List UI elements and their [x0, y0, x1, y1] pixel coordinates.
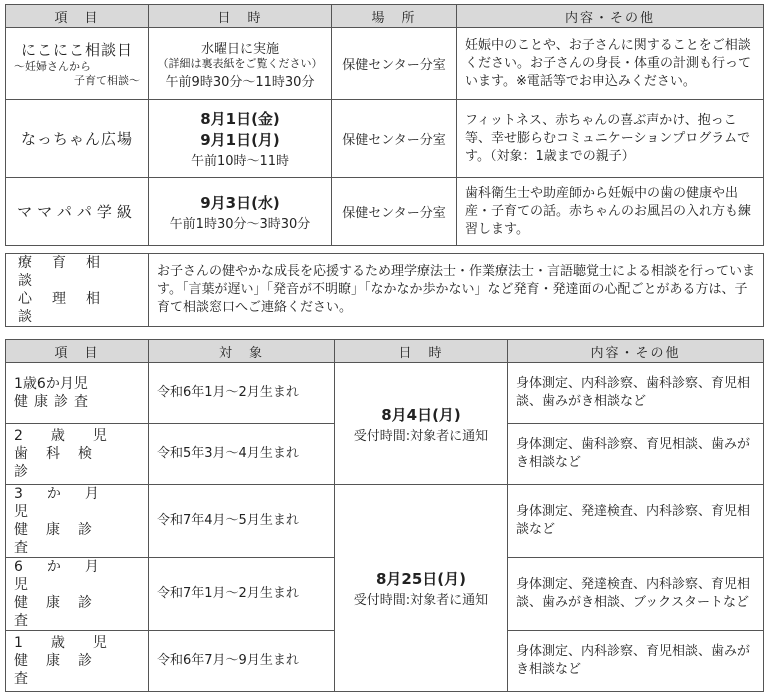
- place-cell: 保健センター分室: [332, 178, 457, 246]
- target-cell: 令和6年7月～9月生まれ: [149, 631, 335, 692]
- item-title: 健康診査: [14, 595, 110, 629]
- item-subtitle: ～妊婦さんから: [14, 60, 91, 73]
- item-subtitle: 子育て相談～: [74, 74, 140, 87]
- header-item: 項 目: [6, 340, 149, 363]
- header-target: 対 象: [149, 340, 335, 363]
- item-title: 歯科検診: [14, 446, 110, 480]
- item-title: 心理相談: [18, 291, 120, 325]
- date-note: （詳細は裏表紙をご覧ください）: [157, 56, 323, 70]
- item-title: 3か月児: [14, 486, 123, 520]
- date-text: 8月25日(月): [375, 570, 467, 588]
- header-datetime: 日 時: [149, 5, 332, 28]
- header-content: 内容・その他: [508, 340, 764, 363]
- item-cell: [6, 485, 149, 558]
- item-cell: [6, 178, 149, 246]
- date-text: 水曜日に実施: [200, 41, 279, 57]
- header-item: 項 目: [6, 5, 149, 28]
- health-checkup-table: [5, 339, 764, 692]
- content-cell: 妊娠中のことや、お子さんに関することをご相談ください。お子さんの身長・体重の計測も行っています。※電話等でお申込みください。: [457, 28, 764, 100]
- time-text: 午前1時30分～3時30分: [169, 216, 311, 232]
- datetime-cell: [149, 28, 332, 100]
- header-content: 内容・その他: [457, 5, 764, 28]
- datetime-cell: [149, 100, 332, 178]
- date-text: 8月1日(金): [200, 110, 280, 128]
- development-consultation-table: [5, 253, 764, 327]
- item-title: 療育相談: [18, 255, 120, 289]
- reception-note: 受付時間:対象者に通知: [353, 428, 489, 444]
- table-row: [6, 28, 764, 100]
- item-cell: [6, 254, 149, 327]
- time-text: 午前10時～11時: [190, 154, 290, 169]
- place-cell: 保健センター分室: [332, 28, 457, 100]
- content-cell: お子さんの健やかな成長を応援するため理学療法士・作業療法士・言語聴覚士による相談を行っています。「言葉が遅い」「発音が不明瞭」「なかなか歩かない」など発育・発達面の心配ごとがある方は、子育て相談窓口へご連絡ください。: [149, 254, 764, 327]
- date-text: 8月4日(月): [381, 405, 461, 424]
- item-cell: [6, 631, 149, 692]
- table-row: [6, 485, 764, 558]
- item-title: 健康診査: [14, 522, 110, 556]
- datetime-cell: [149, 178, 332, 246]
- date-text: 9月1日(月): [200, 131, 280, 149]
- table-header-row: [6, 340, 764, 363]
- content-cell: 歯科衛生士や助産師から妊娠中の歯の健康や出産・子育ての話。赤ちゃんのお風呂の入れ方も練習します。: [457, 178, 764, 246]
- item-cell: [6, 424, 149, 485]
- target-cell: 令和5年3月～4月生まれ: [149, 424, 335, 485]
- item-title: ママパパ学級: [17, 203, 137, 221]
- item-title: 健康診査: [14, 394, 94, 410]
- datetime-cell: [335, 485, 508, 692]
- item-cell: [6, 363, 149, 424]
- datetime-cell: [335, 363, 508, 485]
- date-text: 9月3日(水): [200, 193, 280, 212]
- content-cell: 身体測定、発達検査、内科診察、育児相談、歯みがき相談、ブックスタートなど: [508, 558, 764, 631]
- reception-note: 受付時間:対象者に通知: [353, 593, 489, 608]
- header-datetime: 日 時: [335, 340, 508, 363]
- place-cell: 保健センター分室: [332, 100, 457, 178]
- item-cell: [6, 558, 149, 631]
- item-title: 2歳児: [14, 428, 135, 444]
- consultation-schedule-table: [5, 4, 764, 246]
- content-cell: フィットネス、赤ちゃんの喜ぶ声かけ、抱っこ等、幸せ膨らむコミュニケーションプログラムです。（対象：1歳までの親子）: [457, 100, 764, 178]
- header-place: 場 所: [332, 5, 457, 28]
- item-title: にこにこ相談日: [20, 41, 133, 59]
- target-cell: 令和6年1月～2月生まれ: [149, 363, 335, 424]
- table-row: [6, 178, 764, 246]
- item-title: 6か月児: [14, 559, 123, 593]
- content-cell: 身体測定、内科診察、歯科診察、育児相談、歯みがき相談など: [508, 363, 764, 424]
- item-title: なっちゃん広場: [20, 130, 133, 148]
- table-row: [6, 254, 764, 327]
- content-cell: 身体測定、発達検査、内科診察、育児相談など: [508, 485, 764, 558]
- time-text: 午前9時30分～11時30分: [165, 74, 315, 90]
- content-cell: 身体測定、歯科診察、育児相談、歯みがき相談など: [508, 424, 764, 485]
- item-title: 1歳児: [14, 635, 135, 651]
- item-cell: [6, 28, 149, 100]
- table-row: [6, 363, 764, 424]
- table-row: [6, 100, 764, 178]
- target-cell: 令和7年4月～5月生まれ: [149, 485, 335, 558]
- target-cell: 令和7年1月～2月生まれ: [149, 558, 335, 631]
- item-title: 1歳6か月児: [14, 376, 88, 392]
- item-title: 健康診査: [14, 653, 110, 687]
- item-cell: [6, 100, 149, 178]
- content-cell: 身体測定、内科診察、育児相談、歯みがき相談など: [508, 631, 764, 692]
- table-header-row: [6, 5, 764, 28]
